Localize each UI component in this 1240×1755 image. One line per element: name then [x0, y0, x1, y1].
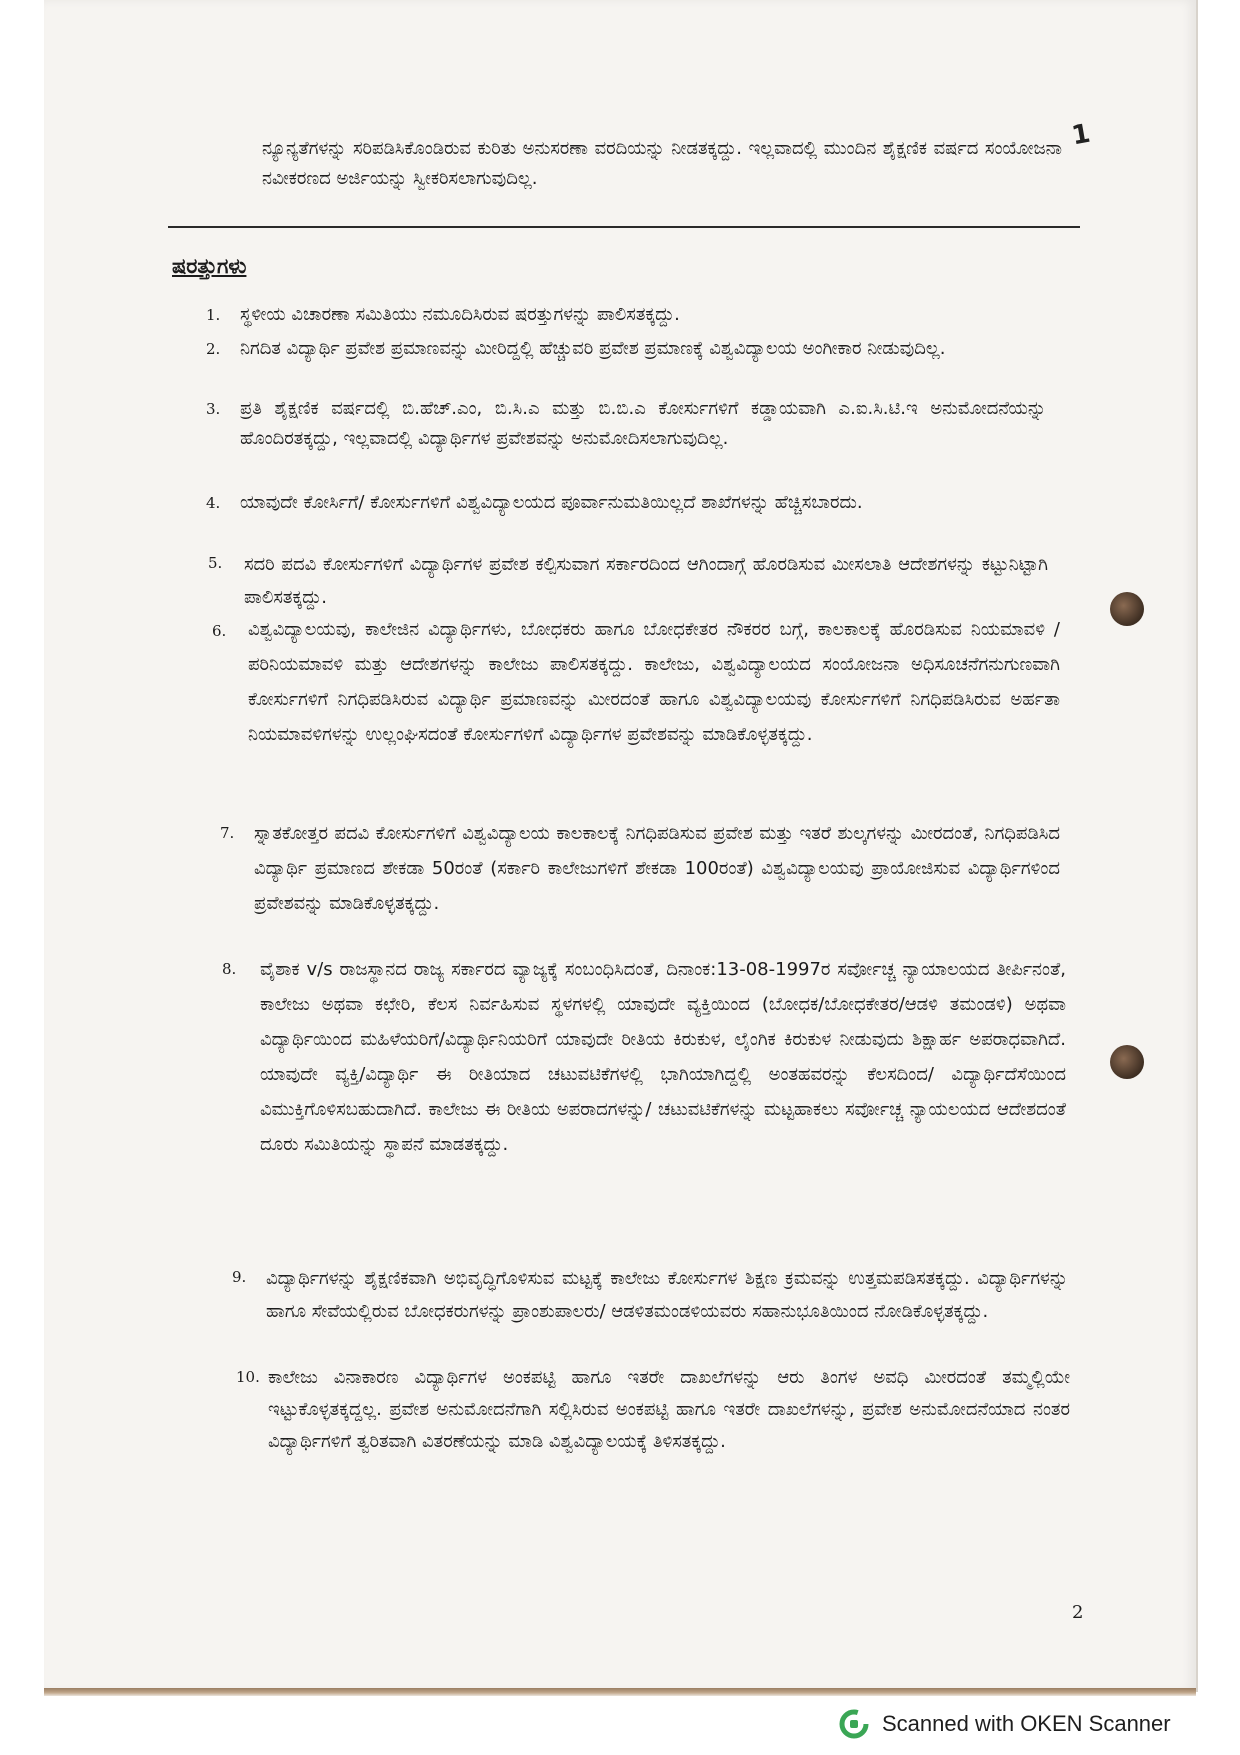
condition-item: ಕಾಲೇಜು ವಿನಾಕಾರಣ ವಿದ್ಯಾರ್ಥಿಗಳ ಅಂಕಪಟ್ಟಿ ಹಾಗೂ ಇತರೇ ದಾಖಲೆಗಳನ್ನು ಆರು ತಿಂಗಳ ಅವಧಿ ಮೀರದಂತೆ ತಮ್ಮಲ್ಲಿಯೇ ಇಟ್ಟುಕೊಳ್ಳತಕ್ಕದ್ದಲ್ಲ. ಪ್ರವೇಶ ಅನುಮೋದನೆಗಾಗಿ ಸಲ್ಲಿಸಿರುವ ಅಂಕಪಟ್ಟಿ ಹಾಗೂ ಇತರೇ ದಾಖಲೆಗಳನ್ನು, ಪ್ರವೇಶ ಅನುಮೋದನೆಯಾದ ನಂತರ ವಿದ್ಯಾರ್ಥಿಗಳಿಗೆ ತ್ವರಿತವಾಗಿ ವಿತರಣೆಯನ್ನು ಮಾಡಿ ವಿಶ್ವವಿದ್ಯಾಲಯಕ್ಕೆ ತಿಳಿಸತಕ್ಕದ್ದು.	[268, 1367, 1070, 1452]
condition-number: 2.	[206, 340, 221, 358]
punch-hole	[1110, 592, 1144, 626]
condition-item: ಪ್ರತಿ ಶೈಕ್ಷಣಿಕ ವರ್ಷದಲ್ಲಿ ಬಿ.ಹೆಚ್.ಎಂ, ಬಿ.ಸಿ.ಎ ಮತ್ತು ಬಿ.ಬಿ.ಎ ಕೋರ್ಸುಗಳಿಗೆ ಕಡ್ಡಾಯವಾಗಿ ಎ.ಐ.ಸಿ.ಟಿ.ಇ ಅನುಮೋದನೆಯನ್ನು ಹೊಂದಿರತಕ್ಕದ್ದು, ಇಲ್ಲವಾದಲ್ಲಿ ವಿದ್ಯಾರ್ಥಿಗಳ ಪ್ರವೇಶವನ್ನು ಅನುಮೋದಿಸಲಾಗುವುದಿಲ್ಲ.	[240, 398, 1046, 449]
condition-item: ಯಾವುದೇ ಕೋರ್ಸಿಗೆ/ ಕೋರ್ಸುಗಳಿಗೆ ವಿಶ್ವವಿದ್ಯಾಲಯದ ಪೂರ್ವಾನುಮತಿಯಿಲ್ಲದೆ ಶಾಖೆಗಳನ್ನು ಹೆಚ್ಚಿಸಬಾರದು.	[240, 492, 863, 513]
condition-item: ಸ್ನಾತಕೋತ್ತರ ಪದವಿ ಕೋರ್ಸುಗಳಿಗೆ ವಿಶ್ವವಿದ್ಯಾಲಯ ಕಾಲಕಾಲಕ್ಕೆ ನಿಗಧಿಪಡಿಸುವ ಪ್ರವೇಶ ಮತ್ತು ಇತರೆ ಶುಲ್ಕಗಳನ್ನು ಮೀರದಂತೆ, ನಿಗಧಿಪಡಿಸಿದ ವಿದ್ಯಾರ್ಥಿ ಪ್ರಮಾಣದ ಶೇಕಡಾ 50ರಂತೆ (ಸರ್ಕಾರಿ ಕಾಲೇಜುಗಳಿಗೆ ಶೇಕಡಾ 100ರಂತೆ) ವಿಶ್ವವಿದ್ಯಾಲಯವು ಪ್ರಾಯೋಜಿಸುವ ವಿದ್ಯಾರ್ಥಿಗಳಿಂದ ಪ್ರವೇಶವನ್ನು ಮಾಡಿಕೊಳ್ಳತಕ್ಕದ್ದು.	[254, 823, 1060, 914]
oken-scanner-logo-icon	[838, 1708, 870, 1740]
condition-number: 9.	[232, 1268, 247, 1286]
condition-number: 5.	[208, 554, 223, 572]
page-number: 2	[1072, 1602, 1084, 1623]
scanner-watermark	[838, 1707, 1171, 1741]
condition-item: ವಿದ್ಯಾರ್ಥಿಗಳನ್ನು ಶೈಕ್ಷಣಿಕವಾಗಿ ಅಭಿವೃದ್ಧಿಗೊಳಿಸುವ ಮಟ್ಟಕ್ಕೆ ಕಾಲೇಜು ಕೋರ್ಸುಗಳ ಶಿಕ್ಷಣ ಕ್ರಮವನ್ನು ಉತ್ತಮಪಡಿಸತಕ್ಕದ್ದು. ವಿದ್ಯಾರ್ಥಿಗಳನ್ನು ಹಾಗೂ ಸೇವೆಯಲ್ಲಿರುವ ಬೋಧಕರುಗಳನ್ನು ಪ್ರಾಂಶುಪಾಲರು/ ಆಡಳಿತಮಂಡಳಿಯವರು ಸಹಾನುಭೂತಿಯಿಂದ ನೋಡಿಕೊಳ್ಳತಕ್ಕದ್ದು.	[266, 1268, 1068, 1322]
condition-item: ವೈಶಾಕ v/s ರಾಜಸ್ಥಾನದ ರಾಜ್ಯ ಸರ್ಕಾರದ ವ್ಯಾಜ್ಯಕ್ಕೆ ಸಂಬಂಧಿಸಿದಂತೆ, ದಿನಾಂಕ:13-08-1997ರ ಸರ್ವೋಚ್ಚ ನ್ಯಾಯಾಲಯದ ತೀರ್ಪಿನಂತೆ, ಕಾಲೇಜು ಅಥವಾ ಕಛೇರಿ, ಕೆಲಸ ನಿರ್ವಹಿಸುವ ಸ್ಥಳಗಳಲ್ಲಿ ಯಾವುದೇ ವ್ಯಕ್ತಿಯಿಂದ (ಬೋಧಕ/ಬೋಧಕೇತರ/ಆಡಳಿ ತಮಂಡಳಿ) ಅಥವಾ ವಿದ್ಯಾರ್ಥಿಯಿಂದ ಮಹಿಳೆಯರಿಗೆ/ವಿದ್ಯಾರ್ಥಿನಿಯರಿಗೆ ಯಾವುದೇ ರೀತಿಯ ಕಿರುಕುಳ, ಲೈಂಗಿಕ ಕಿರುಕುಳ ನೀಡುವುದು ಶಿಕ್ಷಾರ್ಹ ಅಪರಾಧವಾಗಿದೆ. ಯಾವುದೇ ವ್ಯಕ್ತಿ/ವಿದ್ಯಾರ್ಥಿ ಈ ರೀತಿಯಾದ ಚಟುವಟಿಕೆಗಳಲ್ಲಿ ಭಾಗಿಯಾಗಿದ್ದಲ್ಲಿ ಅಂತಹವರನ್ನು ಕೆಲಸದಿಂದ/ ವಿದ್ಯಾರ್ಥಿದೆಸೆಯಿಂದ ವಿಮುಕ್ತಿಗೊಳಿಸಬಹುದಾಗಿದೆ. ಕಾಲೇಜು ಈ ರೀತಿಯ ಅಪರಾದಗಳನ್ನು/ ಚಟುವಟಿಕೆಗಳನ್ನು ಮಟ್ಟಹಾಕಲು ಸರ್ವೋಚ್ಚ ನ್ಯಾಯಲಯದ ಆದೇಶದಂತೆ ದೂರು ಸಮಿತಿಯನ್ನು ಸ್ಥಾಪನೆ ಮಾಡತಕ್ಕದ್ದು.	[260, 959, 1066, 1155]
corner-mark: 1	[1069, 118, 1093, 152]
horizontal-rule	[168, 226, 1080, 228]
scanner-brand-text: Scanned with OKEN Scanner	[882, 1711, 1171, 1736]
condition-number: 7.	[220, 824, 235, 842]
condition-item: ಸದರಿ ಪದವಿ ಕೋರ್ಸುಗಳಿಗೆ ವಿದ್ಯಾರ್ಥಿಗಳ ಪ್ರವೇಶ ಕಲ್ಪಿಸುವಾಗ ಸರ್ಕಾರದಿಂದ ಆಗಿಂದಾಗ್ಗೆ ಹೊರಡಿಸುವ ಮೀಸಲಾತಿ ಆದೇಶಗಳನ್ನು ಕಟ್ಟುನಿಟ್ಟಾಗಿ ಪಾಲಿಸತಕ್ಕದ್ದು.	[244, 554, 1048, 608]
condition-number: 6.	[212, 622, 227, 640]
condition-number: 8.	[222, 960, 237, 978]
condition-number: 1.	[206, 306, 221, 324]
condition-item: ವಿಶ್ವವಿದ್ಯಾಲಯವು, ಕಾಲೇಜಿನ ವಿದ್ಯಾರ್ಥಿಗಳು, ಬೋಧಕರು ಹಾಗೂ ಬೋಧಕೇತರ ನೌಕರರ ಬಗ್ಗೆ, ಕಾಲಕಾಲಕ್ಕೆ ಹೊರಡಿಸುವ ನಿಯಮಾವಳಿ /ಪರಿನಿಯಮಾವಳಿ ಮತ್ತು ಆದೇಶಗಳನ್ನು ಕಾಲೇಜು ಪಾಲಿಸತಕ್ಕದ್ದು. ಕಾಲೇಜು, ವಿಶ್ವವಿದ್ಯಾಲಯದ ಸಂಯೋಜನಾ ಅಧಿಸೂಚನೆಗನುಗುಣವಾಗಿ ಕೋರ್ಸುಗಳಿಗೆ ನಿಗಧಿಪಡಿಸಿರುವ ವಿದ್ಯಾರ್ಥಿ ಪ್ರಮಾಣವನ್ನು ಮೀರದಂತೆ ಹಾಗೂ ವಿಶ್ವವಿದ್ಯಾಲಯವು ಕೋರ್ಸುಗಳಿಗೆ ನಿಗಧಿಪಡಿಸಿರುವ ಅರ್ಹತಾ ನಿಯಮಾವಳಿಗಳನ್ನು ಉಲ್ಲಂಘಿಸದಂತೆ ಕೋರ್ಸುಗಳಿಗೆ ವಿದ್ಯಾರ್ಥಿಗಳ ಪ್ರವೇಶವನ್ನು ಮಾಡಿಕೊಳ್ಳತಕ್ಕದ್ದು.	[248, 619, 1060, 745]
condition-item: ಸ್ಥಳೀಯ ವಿಚಾರಣಾ ಸಮಿತಿಯು ನಮೂದಿಸಿರುವ ಷರತ್ತುಗಳನ್ನು ಪಾಲಿಸತಕ್ಕದ್ದು.	[240, 304, 680, 325]
condition-number: 4.	[206, 494, 221, 512]
intro-paragraph: ನ್ಯೂನ್ಯತೆಗಳನ್ನು ಸರಿಪಡಿಸಿಕೊಂಡಿರುವ ಕುರಿತು ಅನುಸರಣಾ ವರದಿಯನ್ನು ನೀಡತಕ್ಕದ್ದು. ಇಲ್ಲವಾದಲ್ಲಿ ಮುಂದಿನ ಶೈಕ್ಷಣಿಕ ವರ್ಷದ ಸಂಯೋಜನಾ ನವೀಕರಣದ ಅರ್ಜಿಯನ್ನು ಸ್ವೀಕರಿಸಲಾಗುವುದಿಲ್ಲ.	[262, 138, 1062, 189]
condition-number: 10.	[236, 1368, 260, 1386]
condition-item: ನಿಗದಿತ ವಿದ್ಯಾರ್ಥಿ ಪ್ರವೇಶ ಪ್ರಮಾಣವನ್ನು ಮೀರಿದ್ದಲ್ಲಿ ಹೆಚ್ಚುವರಿ ಪ್ರವೇಶ ಪ್ರಮಾಣಕ್ಕೆ ವಿಶ್ವವಿದ್ಯಾಲಯ ಅಂಗೀಕಾರ ನೀಡುವುದಿಲ್ಲ.	[240, 338, 946, 359]
punch-hole	[1110, 1045, 1144, 1079]
condition-number: 3.	[206, 400, 221, 418]
conditions-heading: ಷರತ್ತುಗಳು	[172, 254, 247, 278]
